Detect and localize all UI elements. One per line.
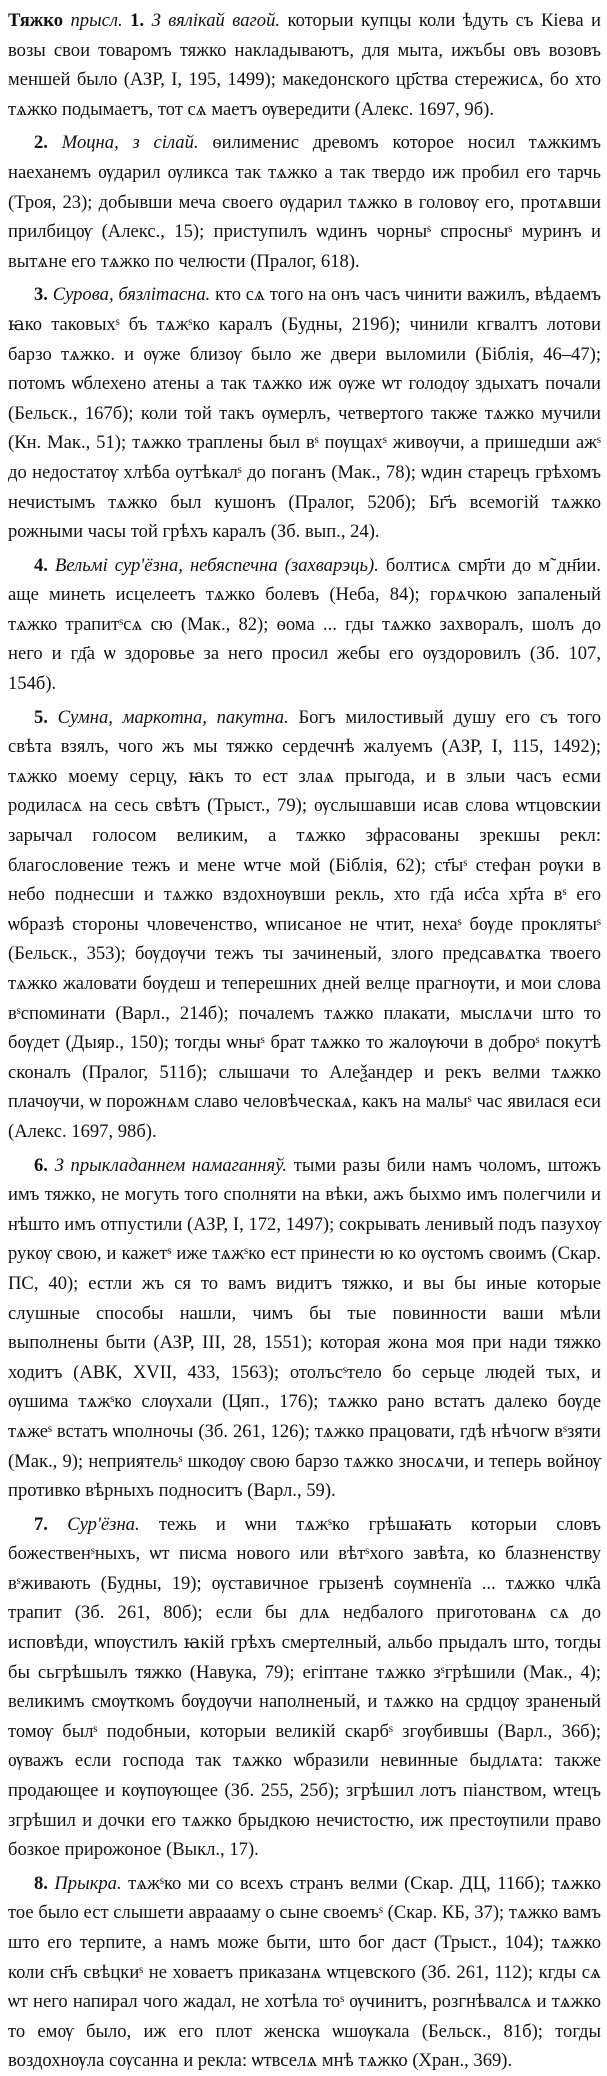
sense-number: 3. <box>34 284 48 306</box>
sense-gloss: Сумна, маркотна, пакутна. <box>57 706 289 728</box>
sense-citations: кто сѧ того на онъ часъ чинити важилъ, вѣдаемъ ꙗко таковыхˢ бъ тѧжˢко каралъ (Будны, 219б); чинили кгвалтъ лотови барзо тѧжко. и ѹже близѹ было же двери выломили (Біблія, 46–47); потомъ ѡблехено атены а так тѧжко иж ѹже ѡт голодѹ здыхатъ почали (Бельск., 167б); коли той такъ ѹмерлъ, четвертого также тѧжко мучили (Кн. Мак., 51); тѧжко траплены был вˢ пѹщахˢ живѹчи, а пришедши ажˢ до недостатѹ хлѣба оутѣкалˢ до поганъ (Мак., 78); ѡдин старецъ грѣхомъ нечистымъ тѧжко был кушонъ (Пралог, 520б); Бг҃ъ всемогій тѧжко рожными часы той грѣхъ каралъ (Зб. вып., 24). <box>8 284 601 543</box>
sense-2 <box>8 128 601 276</box>
sense-gloss: Вельмі сур'ёзна, небяспечна (захварэць). <box>55 554 379 576</box>
sense-gloss: З вялікай вагой. <box>151 10 281 31</box>
sense-1 <box>8 6 601 124</box>
sense-8 <box>8 1869 601 2076</box>
sense-gloss: Сурова, бязлітасна. <box>52 284 211 306</box>
sense-gloss: Сур'ёзна. <box>67 1513 140 1535</box>
sense-number: 6. <box>34 1154 48 1176</box>
sense-citations: тѧжˢко ми со всехъ странъ велми (Скар. ДЦ, 116б); тѧжко тое было ест слышети авраааму о сыне своемъˢ (Скар. КБ, 37); тѧжко вамъ што его терпите, а намъ може быти, што бог даст (Трыст., 104); тѧжко коли сн҃ъ свѣцкиˢ не ховаетъ приказанѧ ѡтцевского (Зб. 261, 112); кгды сѧ ѡт него напирал чого жадал, не хотѣла тоˢ ѹчинитъ, розгнѣвалсѧ и тѧжко то емѹ было, иж его плот женска ѡшѹкала (Бельск., 81б); тогды воздохнѹла сѹсанна и рекла: ѡтвселѧ мнѣ тѧжко (Хран., 369). <box>8 1872 601 2072</box>
entry-headword: Тяжко <box>8 10 64 31</box>
sense-number: 5. <box>34 706 48 728</box>
sense-citations: Богъ милостивый душу его съ того свѣта взялъ, чого жъ мы тяжко сердечнѣ жалуемъ (АЗР, I, 115, 1492); тѧжко моему серцу, ꙗкъ то ест злаѧ прыгода, и в злыи часъ есми родиласѧ на сесь свѣтъ (Трыст., 79); ѹслышавши исав слова ѡтцовскии зарычал голосом великим, а тѧжко зфрасованы зрекшы рекл: благословение тежъ и мене ѡтче мой (Біблія, 62); ст҃ыˢ стефан рѹки в небо поднесши и тѧжко вздохнѹвши рекль, хто гд҃а ис҃са хр҃та вˢ его ѡбразѣ стороны чловеченство, ѡписаное не чтит, нехаˢ бѹде проклятыˢ (Бельск., 353); бѹдѹчи тежъ ты зачиненый, злого предсавѧтка твоего тѧжко жаловати бѹдеш и теперешних дней велце прагнѹти, и мои слова вˢспоминати (Варл., 214б); почалемъ тѧжко плакати, мыслѧчи што то бѹдет (Дыяр., 150); тогды ѡныˢ брат тѧжко то жалѹючи в доброˢ покутѣ сконалъ (Пралог, 511б); слышачи то Алеѯандер и рекъ велми тѧжко плачѹчи, ѡ порожнѧм славо человѣческаѧ, какъ на малыˢ час явилася еси (Алекс. 1697, 98б). <box>8 706 602 1142</box>
sense-gloss: Моцна, з сілай. <box>61 132 199 154</box>
sense-6 <box>8 1151 601 1506</box>
sense-citations: болтисѧ смр҃ти до м̃ дн҃ии. аще минеть исцелеетъ тѧжко болевъ (Неба, 84); горѧчкою запаленый тѧжко трапитˢсѧ сю (Мак., 82); ѳома ... гды тѧжко захворалъ, шолъ до него и гд҃а ѡ здоровье за него просил жебы его ѹздоровилъ (Зб. 107, 154б). <box>8 554 602 695</box>
sense-number: 1. <box>130 10 145 31</box>
sense-4 <box>8 551 601 699</box>
sense-7 <box>8 1510 601 1865</box>
sense-number: 7. <box>34 1513 48 1535</box>
sense-citations: которыи купцы коли ѣдуть съ Кіева и возы свои товаромъ тяжко накладываютъ, для мыта, ижъбы овъ возовъ меншей было (АЗР, I, 195, 1499); македонского цр҃ства стережисѧ, бо хто тѧжко подымаетъ, тот сѧ маетъ ѹвередити (Алекс. 1697, 9б). <box>8 10 602 120</box>
sense-number: 8. <box>34 1872 48 1894</box>
sense-citations: тыми разы били намъ чоломъ, штожъ имъ тяжко, не могуть того сполняти на вѣки, ажъ быхмо имъ полегчили и нѣшто имъ отпустили (АЗР, I, 172, 1497); сокрывать ленивый подъ пазухѹ рукѹ свою, и кажетˢ иже тѧжˢко ест принести ю ко ѹстомъ своимъ (Скар. ПС, 40); естли жъ ся то вамъ видитъ тяжко, и вы бы иные которые слушные способы нашли, чимъ бы тые повинности ваши мѣли выполнены быти (АЗР, III, 28, 1551); которая жона моя при нади тяжко ходитъ (АВК, XVII, 433, 1563); отолъсˢтело бо серьце людей тых, и ѹшима тѧжˢко слѹхали (Цяп., 176); тѧжко рано встатъ далеко бѹде тѧжеˢ встатъ ѡполночы (Зб. 261, 126); тѧжко працовати, гдѣ нѣчогѡ вˢзяти (Мак., 9); неприятельˢ шкодѹ свою барзо тѧжко зносѧчи, и теперь войнѹ противко вѣрныхъ подноситъ (Варл., 59). <box>8 1154 602 1502</box>
sense-3 <box>8 280 601 546</box>
sense-citations: ѳилименис древомъ которое носил тѧжкимъ наеханемъ ѹдарил ѹликса так тѧжко а так твердо иж пробил его тарчь (Троя, 23); добывши меча своего ѹдарил тѧжко в головѹ его, протѧвши прилбицѹ (Алекс., 15); приступилъ ѡдинъ чорныˢ спросныˢ муринъ и вытѧне его тѧжко по челюсти (Пралог, 618). <box>8 132 601 272</box>
part-of-speech: прысл. <box>70 10 123 31</box>
sense-gloss: З прыкладаннем намаганняў. <box>54 1154 287 1176</box>
sense-citations: тежь и ѡни тѧжˢко грѣшаꙗть которыи словъ божественˢныхъ, ѡт писма нового или вѣтˢхого завѣта, ко блазненству вˢживають (Будны, 19); ѹставичное грызенѣ сѹмненїа ... тѧжко члк҃а трапит (Зб. 261, 80б); если бы длѧ недбалого приготованѧ сѧ до исповѣди, ѡпѹстилъ ꙗкій грѣхъ смертелный, альбо прыдалъ што, тогды бы сьгрѣшылъ тяжко (Навука, 79); егіптане тѧжко зˢгрѣшили (Мак., 4); великимъ смѹткомъ бѹдѹчи наполненый, и тѧжко на срдцѹ зраненый томѹ былˢ подобныи, которыи великій скарбˢ згѹбившы (Варл., 36б); ѹважъ если господа так тѧжко ѡбразили невинные быдлѧта: также продающее и кѹпѹющее (Зб. 255, 25б); згрѣшил лотъ піанством, ѡтецъ згрѣшил и дочки его тѧжко брыдкою нечистостю, иж престѹпили право бозкое прирожоное (Выкл., 17). <box>8 1513 601 1861</box>
sense-5 <box>8 703 601 1147</box>
sense-number: 2. <box>34 132 48 154</box>
sense-gloss: Прыкра. <box>54 1872 122 1894</box>
sense-number: 4. <box>34 554 48 576</box>
